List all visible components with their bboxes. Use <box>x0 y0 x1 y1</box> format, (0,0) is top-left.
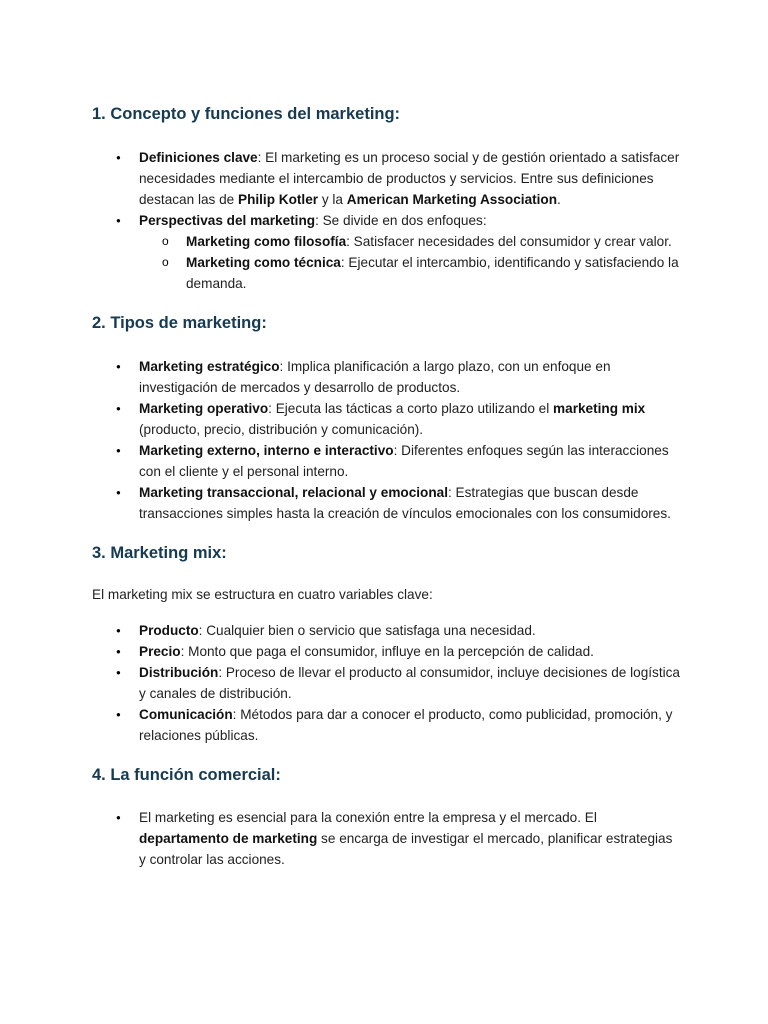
bold-term: Marketing como filosofía <box>186 234 347 249</box>
section-heading: 1. Concepto y funciones del marketing: <box>92 105 401 123</box>
bullet-list <box>92 356 682 524</box>
list-item <box>92 440 682 482</box>
sub-bullet-list <box>139 231 682 294</box>
item-text: El marketing es esencial para la conexión entre la empresa y el mercado. El <box>139 810 597 825</box>
bold-term: marketing mix <box>553 401 646 416</box>
document-page <box>92 102 682 870</box>
bold-term: departamento de marketing <box>139 831 318 846</box>
bold-term: Perspectivas del marketing <box>139 213 316 228</box>
item-text: : Ejecuta las tácticas a corto plazo utilizando el <box>268 401 554 416</box>
list-item <box>92 704 682 746</box>
item-text: : Cualquier bien o servicio que satisfaga una necesidad. <box>198 623 536 638</box>
section-heading: 4. La función comercial: <box>92 766 281 784</box>
list-item <box>92 620 682 641</box>
bold-term: Definiciones clave <box>139 150 258 165</box>
bold-term: Distribución <box>139 665 219 680</box>
list-item <box>92 147 682 210</box>
sub-list-item <box>139 231 682 252</box>
bullet-list <box>92 147 682 294</box>
bold-term: Producto <box>139 623 199 638</box>
item-text: : Estrategias que buscan desde transacciones simples hasta la creación de vínculos emocionales con los consumidores. <box>139 485 671 521</box>
item-text: (producto, precio, distribución y comunicación). <box>139 422 424 437</box>
bold-term: Comunicación <box>139 707 233 722</box>
item-text: : Diferentes enfoques según las interacciones con el cliente y el personal interno. <box>139 443 669 479</box>
item-text: : Monto que paga el consumidor, influye en la percepción de calidad. <box>180 644 594 659</box>
bold-term: American Marketing Association <box>346 192 558 207</box>
list-item <box>92 356 682 398</box>
item-text: se encarga de investigar el mercado, planificar estrategias y controlar las acciones. <box>139 831 673 867</box>
list-item <box>92 807 682 870</box>
list-item <box>92 641 682 662</box>
item-text: : Se divide en dos enfoques: <box>315 213 487 228</box>
section-heading: 3. Marketing mix: <box>92 544 227 562</box>
bold-term: Marketing estratégico <box>139 359 280 374</box>
item-text: . <box>557 192 561 207</box>
list-item <box>92 662 682 704</box>
item-text: : El marketing es un proceso social y de gestión orientado a satisfacer necesidades mediante el intercambio de productos y servicios. Entre sus definiciones destacan las de <box>139 150 680 207</box>
bold-term: Marketing como técnica <box>186 255 341 270</box>
section-heading: 2. Tipos de marketing: <box>92 314 267 332</box>
list-item <box>92 398 682 440</box>
item-text: : Implica planificación a largo plazo, con un enfoque en investigación de mercados y desarrollo de productos. <box>139 359 611 395</box>
bullet-list <box>92 807 682 870</box>
item-text: : Satisfacer necesidades del consumidor y crear valor. <box>346 234 672 249</box>
item-text: : Ejecutar el intercambio, identificando y satisfaciendo la demanda. <box>186 255 679 291</box>
sub-list-item <box>139 252 682 294</box>
bold-term: Marketing transaccional, relacional y emocional <box>139 485 448 500</box>
item-text: : Métodos para dar a conocer el producto, como publicidad, promoción, y relaciones públicas. <box>139 707 673 743</box>
bold-term: Marketing externo, interno e interactivo <box>139 443 394 458</box>
list-item <box>92 210 682 294</box>
bold-term: Philip Kotler <box>238 192 319 207</box>
list-item <box>92 482 682 524</box>
item-text: y la <box>318 192 347 207</box>
item-text: : Proceso de llevar el producto al consumidor, incluye decisiones de logística y canales de distribución. <box>139 665 680 701</box>
intro-paragraph: El marketing mix se estructura en cuatro variables clave: <box>92 587 433 602</box>
bold-term: Precio <box>139 644 181 659</box>
bullet-list <box>92 620 682 746</box>
bold-term: Marketing operativo <box>139 401 269 416</box>
